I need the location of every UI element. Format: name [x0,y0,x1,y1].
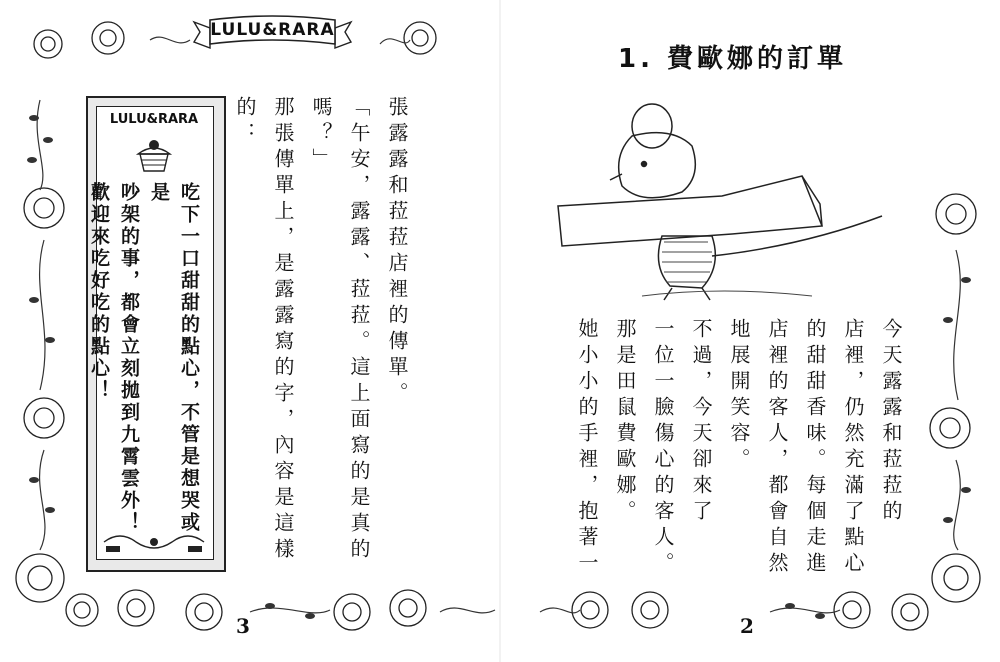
flyer-line: 吃下一口甜甜的點心，不管是想哭或是 [148,182,200,534]
body-line: 一位一臉傷心的客人。 [651,318,675,578]
body-line: 的甜甜香味。每個走進 [803,318,827,578]
body-line: 嗎？」 [309,96,333,174]
body-line: 的： [233,96,257,148]
cake-icon [132,138,176,174]
left-body-text [233,96,416,576]
chapter-title: 1. 費歐娜的訂單 [618,44,848,74]
body-line: 店裡的客人，都會自然 [765,318,789,578]
flyer-banner: LULU&RARA [109,112,199,127]
body-line: 那是田鼠費歐娜。 [613,318,637,526]
mouse-carrying-paper-illustration [552,96,892,308]
flyer-line: 吵架的事，都會立刻拋到九霄雲外！ [118,182,140,534]
flyer-line: 歡迎來吃好吃的點心！ [88,182,110,402]
header-ribbon-text: LULU&RARA [210,20,335,40]
flyer-ornament-icon [100,530,208,554]
body-line: 「午安，露露、菈菈。這上面寫的是真的 [347,96,371,564]
body-line: 她小小的手裡，抱著一 [575,318,599,578]
flyer-text [88,182,204,542]
page-number-left: 3 [236,614,250,638]
page-number-right: 2 [740,614,754,638]
body-line: 今天露露和菈菈的 [879,318,903,526]
body-line: 張露露和菈菈店裡的傳單。 [385,96,409,408]
body-line: 地展開笑容。 [727,318,751,474]
body-line: 那張傳單上，是露露寫的字，內容是這樣 [271,96,295,564]
body-line: 不過，今天卻來了 [689,318,713,526]
right-page [500,0,1000,662]
body-line: 店裡，仍然充滿了點心 [841,318,865,578]
right-body-text [574,318,910,618]
